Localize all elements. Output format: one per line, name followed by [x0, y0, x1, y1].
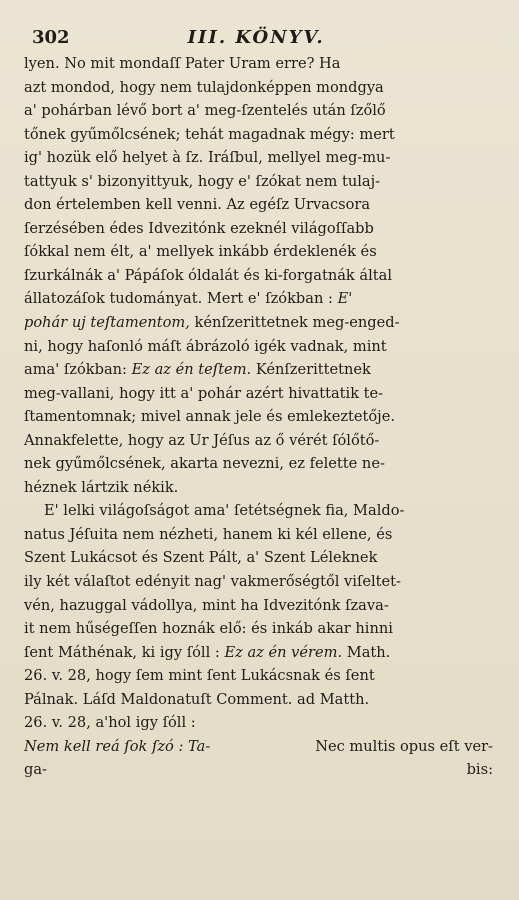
- text-line: natus Jéſuita nem nézheti, hanem ki kél ellene, és: [24, 525, 393, 543]
- quote-italic: pohár uj teſtamentom,: [24, 314, 190, 332]
- text-line: ſtamentomnak; mivel annak jele és emlekeztetője.: [24, 408, 395, 426]
- text-span: Kénſzerittetnek: [251, 361, 371, 379]
- text-line: nek gyűmőlcsének, akarta nevezni, ez felette ne-: [24, 455, 385, 473]
- text-line: azt mondod, hogy nem tulajdonképpen mondgya: [24, 78, 384, 96]
- body-text: [24, 52, 493, 782]
- text-span: ſent Máthénak, ki igy ſóll :: [24, 643, 225, 661]
- text-line: [24, 735, 493, 759]
- text-line: ily két válaſtot edényit nag' vakmerőségtől viſeltet-: [24, 573, 401, 591]
- text-span: bis:: [466, 761, 493, 779]
- running-head: III. KÖNYV.: [187, 27, 325, 48]
- text-line: ſzurkálnák a' Pápáſok óldalát és ki-forgatnák által: [24, 266, 393, 284]
- text-line: [24, 358, 493, 382]
- text-line: tőnek gyűmőlcsének; tehát magadnak mégy: mert: [24, 125, 395, 143]
- catchword: ga-: [24, 761, 47, 779]
- page-header: [24, 26, 493, 50]
- text-line: ſerzésében édes Idvezitónk ezeknél világoſſabb: [24, 219, 374, 237]
- text-line: ni, hogy haſonló máſt ábrázoló igék vadnak, mint: [24, 337, 387, 355]
- text-line: tattyuk s' bizonyittyuk, hogy e' ſzókat nem tulaj-: [24, 172, 381, 190]
- text-line: a' pohárban lévő bort a' meg-ſzentelés után ſzőlő: [24, 102, 386, 120]
- text-line: [24, 641, 493, 665]
- text-span-italic: E': [337, 290, 353, 308]
- text-line: Szent Lukácsot és Szent Pált, a' Szent Léleknek: [24, 549, 378, 567]
- text-line: meg-vallani, hogy itt a' pohár azért hivattatik te-: [24, 384, 384, 402]
- text-line: [24, 758, 493, 782]
- text-line: [24, 287, 493, 311]
- text-span: állatozáſok tudományat. Mert e' ſzókban :: [24, 290, 333, 308]
- page-number: 302: [32, 27, 70, 48]
- text-line: it nem hűségeſſen hoznák elő: és inkáb akar hinni: [24, 620, 393, 638]
- text-line: ig' hozük elő helyet à ſz. Iráſbul, mellyel meg-mu-: [24, 149, 391, 167]
- quote-italic: Ez az én teſtem.: [131, 361, 252, 379]
- text-line: 26. v. 28, hogy ſem mint ſent Lukácsnak és ſent: [24, 667, 375, 685]
- text-line: lyen. No mit mondaſſ Pater Uram erre? Ha: [24, 55, 341, 72]
- text-line: 26. v. 28, a'hol igy ſóll :: [24, 714, 196, 732]
- quote-italic: Ez az én vérem.: [224, 643, 343, 661]
- text-line: [24, 311, 493, 335]
- text-line: Pálnak. Láſd Maldonatuſt Comment. ad Matth.: [24, 690, 370, 708]
- text-span: ama' ſzókban:: [24, 361, 132, 379]
- text-line: vén, hazuggal vádollya, mint ha Idvezitónk ſzava-: [24, 596, 389, 614]
- text-line: don értelemben kell venni. Az egéſz Urvacsora: [24, 196, 371, 214]
- text-line: Annakfelette, hogy az Ur Jéſus az ő vérét ſólőtő-: [24, 431, 380, 449]
- quote-italic: Nem kell reá ſok ſzó : Ta-: [24, 737, 211, 755]
- text-line: E' lelki világoſságot ama' ſetétségnek fia, Maldo-: [44, 502, 405, 520]
- text-line: héznek lártzik nékik.: [24, 478, 179, 496]
- text-line: ſókkal nem élt, a' mellyek inkább érdeklenék és: [24, 243, 377, 261]
- text-span: Math.: [342, 643, 391, 661]
- text-span: kénſzerittetnek meg-enged-: [189, 314, 400, 332]
- text-span: Nec multis opus eſt ver-: [315, 737, 493, 755]
